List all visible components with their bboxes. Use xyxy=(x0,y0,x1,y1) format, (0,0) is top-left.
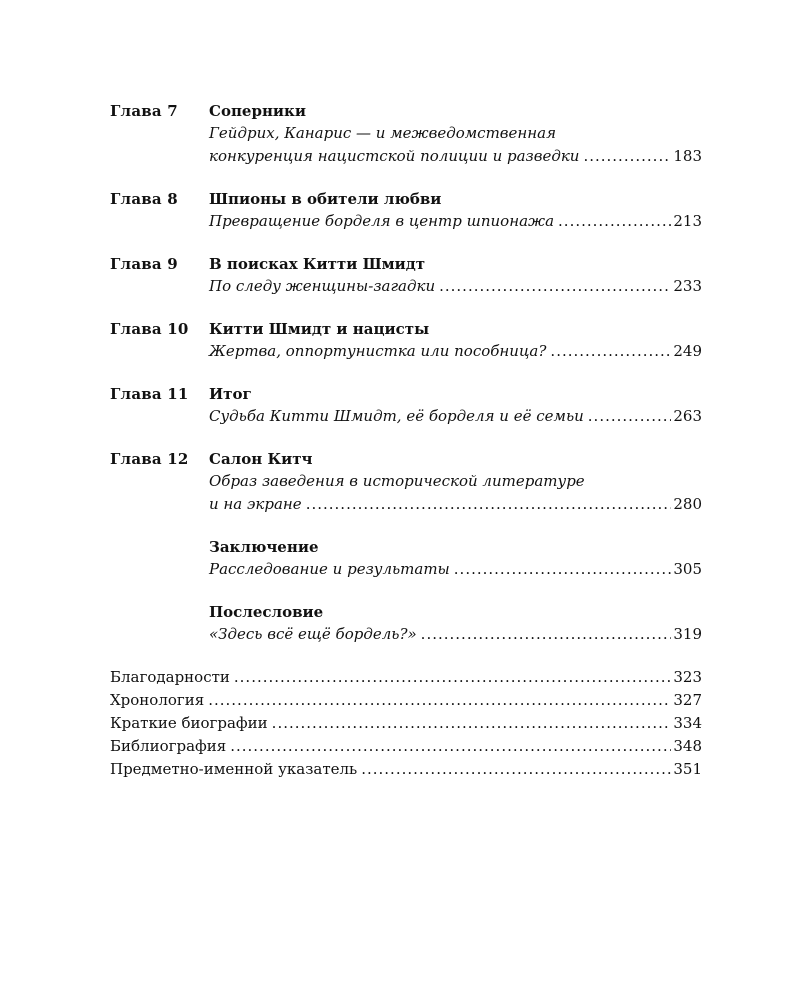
toc-entry-index[interactable] xyxy=(110,758,702,781)
table-of-contents xyxy=(110,100,702,781)
chapter-title: Салон Китч xyxy=(209,450,313,468)
chapter-entry-line xyxy=(209,623,702,646)
toc-chapter-8[interactable] xyxy=(110,188,702,233)
page-number: 213 xyxy=(673,212,702,230)
page-number: 334 xyxy=(673,714,702,732)
toc-entry-acknowledgements[interactable] xyxy=(110,666,702,689)
chapter-entry-line xyxy=(209,493,702,516)
dot-leader xyxy=(439,275,671,298)
dot-leader xyxy=(208,689,671,712)
chapter-subtitle-line: Гейдрих, Канарис — и межведомственная xyxy=(209,124,557,142)
chapter-subtitle: Жертва, оппортунистка или пособница? xyxy=(209,342,547,360)
toc-entry-bibliography[interactable] xyxy=(110,735,702,758)
page-number: 319 xyxy=(673,625,702,643)
page-number: 233 xyxy=(673,277,702,295)
chapter-subtitle: Превращение борделя в центр шпионажа xyxy=(209,212,555,230)
toc-conclusion[interactable] xyxy=(110,536,702,581)
dot-leader xyxy=(588,405,672,428)
chapter-entry-line xyxy=(209,405,702,428)
toc-entry-chronology[interactable] xyxy=(110,689,702,712)
page-number: 249 xyxy=(673,342,702,360)
chapter-subtitle: «Здесь всё ещё бордель?» xyxy=(209,625,417,643)
entry-label: Хронология xyxy=(110,691,205,709)
page-number: 305 xyxy=(673,560,702,578)
entry-label: Краткие биографии xyxy=(110,714,268,732)
chapter-number: Глава 12 xyxy=(110,450,189,468)
page-number: 280 xyxy=(673,495,702,513)
toc-chapter-11[interactable] xyxy=(110,383,702,428)
dot-leader xyxy=(272,712,672,735)
entry-label: Предметно-именной указатель xyxy=(110,760,358,778)
chapter-title: Китти Шмидт и нацисты xyxy=(209,320,430,338)
toc-entry-biographies[interactable] xyxy=(110,712,702,735)
page-number: 183 xyxy=(673,147,702,165)
chapter-subtitle: Расследование и результаты xyxy=(209,560,450,578)
chapter-subtitle: и на экране xyxy=(209,495,302,513)
dot-leader xyxy=(421,623,672,646)
dot-leader xyxy=(454,558,672,581)
toc-chapter-10[interactable] xyxy=(110,318,702,363)
chapter-entry-line xyxy=(209,340,702,363)
chapter-entry-line xyxy=(209,558,702,581)
toc-chapter-9[interactable] xyxy=(110,253,702,298)
page-number: 351 xyxy=(673,760,702,778)
entry-label: Благодарности xyxy=(110,668,230,686)
chapter-number: Глава 9 xyxy=(110,255,178,273)
chapter-title: Заключение xyxy=(209,538,319,556)
chapter-subtitle: конкуренция нацистской полиции и разведки xyxy=(209,147,580,165)
chapter-title: Итог xyxy=(209,385,252,403)
dot-leader xyxy=(230,735,671,758)
page-number: 348 xyxy=(673,737,702,755)
toc-backmatter xyxy=(110,666,702,781)
toc-afterword[interactable] xyxy=(110,601,702,646)
chapter-entry-line xyxy=(209,210,702,233)
chapter-number: Глава 8 xyxy=(110,190,178,208)
chapter-subtitle: Судьба Китти Шмидт, её борделя и её семьи xyxy=(209,407,584,425)
chapter-number: Глава 7 xyxy=(110,102,178,120)
chapter-number: Глава 11 xyxy=(110,385,189,403)
chapter-subtitle: По следу женщины-загадки xyxy=(209,277,436,295)
chapter-entry-line xyxy=(209,275,702,298)
entry-label: Библиография xyxy=(110,737,227,755)
chapter-title: Послесловие xyxy=(209,603,324,621)
dot-leader xyxy=(558,210,671,233)
dot-leader xyxy=(361,758,671,781)
page-number: 263 xyxy=(673,407,702,425)
page-number: 327 xyxy=(673,691,702,709)
dot-leader xyxy=(550,340,671,363)
dot-leader xyxy=(306,493,672,516)
chapter-title: В поисках Китти Шмидт xyxy=(209,255,426,273)
chapter-entry-line xyxy=(209,145,702,168)
dot-leader xyxy=(583,145,671,168)
chapter-title: Соперники xyxy=(209,102,307,120)
dot-leader xyxy=(234,666,671,689)
toc-chapter-12[interactable] xyxy=(110,448,702,516)
chapter-number: Глава 10 xyxy=(110,320,189,338)
toc-chapter-7[interactable] xyxy=(110,100,702,168)
page-number: 323 xyxy=(673,668,702,686)
chapter-title: Шпионы в обители любви xyxy=(209,190,442,208)
chapter-subtitle-line: Образ заведения в исторической литературе xyxy=(209,472,585,490)
